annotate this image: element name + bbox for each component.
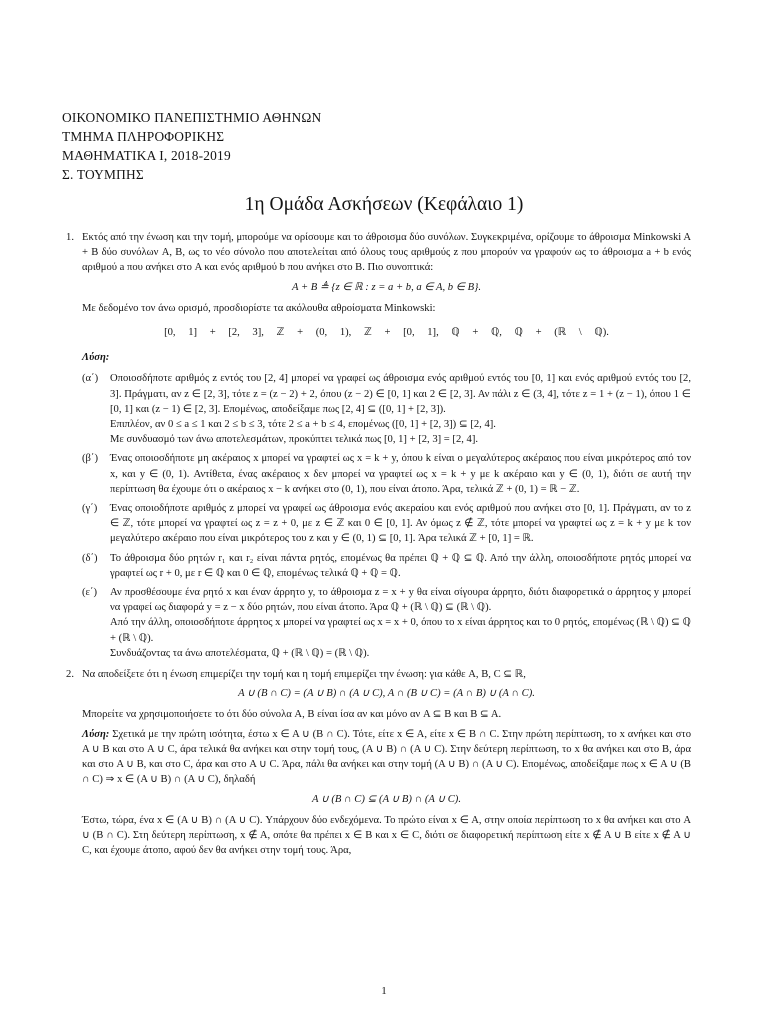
solution-part-d: [82, 551, 691, 581]
sets-list: [0, 1] + [2, 3], ℤ + (0, 1), ℤ + [0, 1], ℚ + ℚ, ℚ + (ℝ \ ℚ).: [164, 327, 609, 339]
problem-number: 2.: [66, 669, 74, 681]
part-label: (ε΄): [82, 587, 98, 599]
solution-part-a: [82, 371, 691, 447]
exercise-body: [62, 230, 691, 858]
part-label: (β΄): [82, 453, 98, 465]
solution-parts: [82, 371, 691, 661]
part-text: Αν προσθέσουμε ένα ρητό x και έναν άρρητο y, το άθροισμα z = x + y θα είναι σίγουρα άρρητο, διότι διαφορετικά ο άρρητος y μπορεί να γραφεί ως διαφορά y = z − x δύο ρητών, που είναι άτοπο. Άρα ℚ + (ℝ \ ℚ) ⊆ (ℝ \ ℚ).: [110, 587, 691, 614]
solution-text: Σχετικά με την πρώτη ισότητα, έστω x ∈ A ∪ (B ∩ C). Τότε, είτε x ∈ A, είτε x ∈ B ∩ C. Στην πρώτη περίπτωση, το x ανήκει και στο A ∪ B και στο A ∪ C, άρα τελικά θα ανήκει και στην τομή τους, (A ∪ B) ∩ (A ∪ C). Στην δεύτερη περίπτωση, το x θα ανήκει και στο B, άρα και στο A ∪ B, και στο C, άρα και στο A ∪ C. Άρα, πάλι θα ανήκει και στην τομή (A ∪ B) ∩ (A ∪ C). Επομένως, αποδείξαμε πως x ∈ A ∪ (B ∩ C) ⇒ x ∈ (A ∪ B) ∩ (A ∪ C), δηλαδή: [82, 728, 691, 786]
solution-continuation: Έστω, τώρα, ένα x ∈ (A ∪ B) ∩ (A ∪ C). Υπάρχουν δύο ενδεχόμενα. Το πρώτο είναι x ∈ A, στην οποία περίπτωση το x θα ανήκει και στο A ∪ (B ∩ C). Στη δεύτερη περίπτωση, x ∉ A, οπότε θα πρέπει x ∈ B και x ∈ C, διότι σε διαφορετική περίπτωση είτε x ∉ A ∪ B είτε x ∉ A ∪ C, και έχουμε άτοπο, αφού δεν θα ανήκει στην τομή τους. Άρα,: [82, 814, 691, 857]
solution-paragraph: [82, 727, 691, 788]
page-title: 1η Ομάδα Ασκήσεων (Κεφάλαιο 1): [244, 194, 524, 215]
part-conclusion: Με συνδυασμό των άνω αποτελεσμάτων, προκύπτει τελικά πως [0, 1] + [2, 3] = [2, 4].: [110, 434, 479, 446]
page-number: 1: [381, 985, 387, 997]
solution-part-c: [82, 501, 691, 547]
part-label: (γ΄): [82, 503, 98, 515]
part-text: Οποιοσδήποτε αριθμός z εντός του [2, 4] μπορεί να γραφεί ως άθροισμα ενός αριθμού εντός του [0, 1] και ενός αριθμού εντός του [2, 3]. Πράγματι, αν z ∈ [2, 3], τότε z = (z − 2) + 2, όπου (z − 2) ∈ [0, 1] και 2 ∈ [2, 3]. Αν πάλι z ∈ (3, 4], τότε z = 1 + (z − 1), όπου 1 ∈ [0, 1] και (z − 1) ∈ [2, 3]. Επομένως, αποδείξαμε πως [2, 4] ⊆ ([0, 1] + [2, 3]).: [110, 373, 691, 415]
problem-intro: Να αποδείξετε ότι η ένωση επιμερίζει την τομή και η τομή επιμερίζει την ένωση: για κάθε A, B, C ⊆ ℝ,: [82, 669, 526, 681]
solution-part-e: [82, 585, 691, 661]
part-label: (δ΄): [82, 552, 98, 564]
author-name: Σ. ΤΟΥΜΠΗΣ: [62, 167, 144, 182]
solution-part-b: [82, 451, 691, 497]
part-text: Το άθροισμα δύο ρητών r₁ και r₂ είναι πάντα ρητός, επομένως θα πρέπει ℚ + ℚ ⊆ ℚ. Από την άλλη, οποιοσδήποτε ρητός μπορεί να γραφτεί ως r + 0, με r ∈ ℚ και 0 ∈ ℚ, επομένως τελικά ℚ + ℚ = ℚ.: [110, 552, 691, 579]
part-text: Ένας οποιοσδήποτε μη ακέραιος x μπορεί να γραφτεί ως x = k + y, όπου k είναι ο μεγαλύτερος ακέραιος που είναι μικρότερος από τον x, και y ∈ (0, 1). Αντίθετα, ένας ακέραιος x δεν μπορεί να γραφτεί ως x = k + y με k ακέραιο και y ∈ (0, 1), διότι σε αυτή την περίπτωση θα έχουμε ότι ο ακέραιος x − k ανήκει στο (0, 1), που είναι άτοπο. Άρα, τελικά ℤ + (0, 1) = ℝ − ℤ.: [110, 453, 691, 495]
problem-number: 1.: [66, 232, 74, 243]
problem-2: [62, 667, 691, 858]
problem-1: [62, 230, 691, 661]
problem-task: Με δεδομένο τον άνω ορισμό, προσδιορίστε τα ακόλουθα αθροίσματα Minkowski:: [82, 302, 436, 314]
problem-hint: Μπορείτε να χρησιμοποιήσετε το ότι δύο σύνολα A, B είναι ίσα αν και μόνο αν A ⊆ B και B ⊆ A.: [82, 709, 502, 721]
solution-label: Λύση:: [82, 352, 110, 364]
inclusion-result: A ∪ (B ∩ C) ⊆ (A ∪ B) ∩ (A ∪ C).: [312, 793, 461, 805]
problem-intro: Εκτός από την ένωση και την τομή, μπορούμε να ορίσουμε και το άθροισμα δύο συνόλων. Συγκεκριμένα, ορίζουμε το άθροισμα Minkowski A + B δύο συνόλων A, B, ως το νέο σύνολο που αποτελείται από όλους τους αριθμούς z που μπορούν να γραφούν ως το άθροισμα a + b ενός αριθμού a που ανήκει στο A και ενός αριθμού b που ανήκει στο B. Πιο συνοπτικά:: [82, 232, 691, 274]
department-name: ΤΜΗΜΑ ΠΛΗΡΟΦΟΡΙΚΗΣ: [62, 129, 225, 144]
minkowski-definition: A + B ≜ {z ∈ ℝ : z = a + b, a ∈ A, b ∈ B}.: [292, 281, 481, 293]
solution-label: Λύση:: [82, 728, 110, 740]
part-conclusion: Συνδυάζοντας τα άνω αποτελέσματα, ℚ + (ℝ \ ℚ) = (ℝ \ ℚ).: [110, 647, 370, 659]
part-extra: Από την άλλη, οποιοσδήποτε άρρητος x μπορεί να γραφτεί ως x = x + 0, όπου το x είναι άρρητος και το 0 ρητός, επομένως (ℝ \ ℚ) ⊆ ℚ + (ℝ \ ℚ).: [110, 617, 691, 644]
course-name: ΜΑΘΗΜΑΤΙΚΑ Ι, 2018-2019: [62, 148, 231, 163]
part-text: Ένας οποιοδήποτε αριθμός z μπορεί να γραφεί ως άθροισμα ενός ακεραίου και ενός αριθμού που ανήκει στο [0, 1]. Πράγματι, αν το z ∈ ℤ, τότε μπορεί να γραφτεί ως z = z + 0, με z ∈ ℤ και 0 ∈ [0, 1]. Αν όμως z ∉ ℤ, τότε μπορεί να γραφτεί ως z = k + y με k τον μεγαλύτερο ακέραιο που είναι μικρότερος του z και y ∈ (0, 1) ⊆ [0, 1]. Άρα τελικά ℤ + [0, 1] = ℝ.: [110, 503, 691, 545]
part-extra: Επιπλέον, αν 0 ≤ a ≤ 1 και 2 ≤ b ≤ 3, τότε 2 ≤ a + b ≤ 4, επομένως ([0, 1] + [2, 3]) ⊆ [2, 4].: [110, 419, 496, 431]
part-label: (α΄): [82, 373, 99, 385]
distributive-identity: A ∪ (B ∩ C) = (A ∪ B) ∩ (A ∪ C), A ∩ (B ∪ C) = (A ∩ B) ∪ (A ∩ C).: [238, 688, 535, 700]
document-header: [62, 108, 321, 184]
university-name: ΟΙΚΟΝΟΜΙΚΟ ΠΑΝΕΠΙΣΤΗΜΙΟ ΑΘΗΝΩΝ: [62, 110, 322, 125]
